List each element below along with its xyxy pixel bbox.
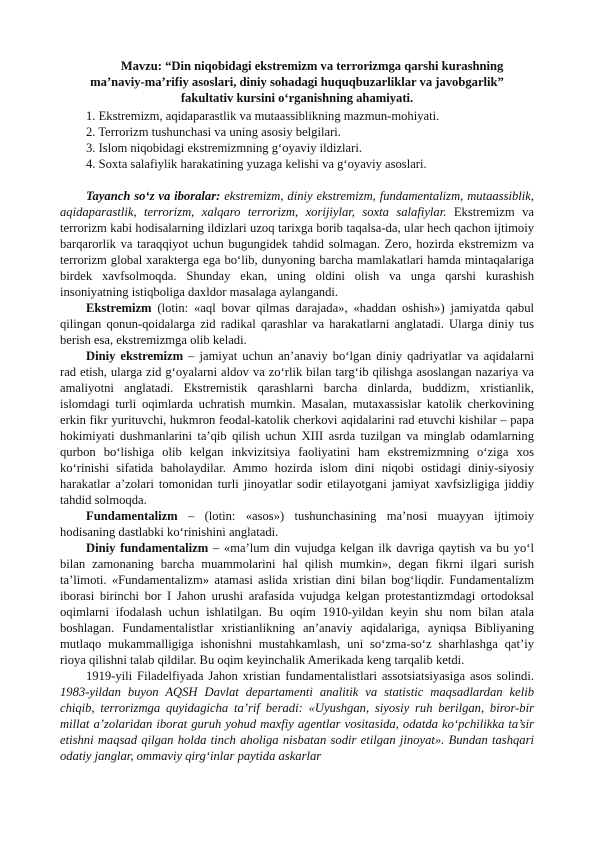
title-line-3: fakultativ kursini o‘rganishning ahamiyati. xyxy=(180,91,414,105)
document-title xyxy=(60,58,534,106)
fundamentalism-text: – (lotin: «asos») tushunchasining ma’nosi muayyan ijtimoiy hodisaning dastlabki ko‘rinishini anglatadi. xyxy=(60,509,534,539)
terrorism-definition-text: 1983-yildan buyon AQSH Davlat departamenti analitik va statistic maqsadlardan kelib chiqib, terrorizmga quyidagicha ta’rif beradi: «Uyushgan, siyosiy ruh berilgan, biror-bir millat a’zolaridan iborat guruh yohud maxfiy agentlar vositasida, odatda ko‘pchilikka ta’sir etishni maqsad qilgan holda tinch aholiga nisbatan sodir etilgan jinoyat». Bundan tashqari odatiy janglar, ommaviy qirg‘inlar paytida askarlar xyxy=(60,685,534,763)
philadelphia-paragraph xyxy=(60,668,534,764)
religious-fundamentalism-text: – «ma’lum din vujudga kelgan ilk davriga qaytish va bu yo‘l bilan zamonaning barcha muammolarini hal qilish mumkin», degan fikrni ilgari surish ta’limoti. «Fundamentalizm» atamasi aslida xristian dini bilan bog‘liqdir. Fundamentalizm iborasi birinchi bor I Jahon urushi arafasida vujudga kelgan protestantizmdagi ortodoksal oqimlarni ifodalash uchun ishlatilgan. Bu oqim 1910-yildan keyin shu nom bilan atala boshlagan. Fundamentalistlar xristianlikning an’anaviy aqidalariga, ayniqsa Bibliyaning mutlaqo mukammalligiga ishonishni mustahkamlash, uni so‘zma-so‘z sharhlashga qat’iy rioya qilishni talab qildilar. Bu oqim keyinchalik Amerikada keng tarqalib ketdi. xyxy=(60,541,535,667)
extremism-term: Ekstremizm xyxy=(86,301,152,315)
question-item: 3. Islom niqobidagi ekstremizmning g‘oyaviy ildizlari. xyxy=(86,141,362,155)
question-list xyxy=(60,108,534,172)
question-item: 2. Terrorizm tushunchasi va uning asosiy belgilari. xyxy=(86,125,341,139)
philadelphia-text: 1919-yili Filadelfiyada Jahon xristian fundamentalistlari assotsiatsiyasiga asos solindi. xyxy=(86,669,534,683)
title-line-2: ma’naviy-ma’rifiy asoslari, diniy sohadagi huquqbuzarliklar va javobgarlik” xyxy=(90,75,504,89)
fundamentalism-term: Fundamentalizm xyxy=(86,509,178,523)
question-item: 4. Soxta salafiylik harakatining yuzaga kelishi va g‘oyaviy asoslari. xyxy=(86,157,427,171)
religious-extremism-term: Diniy ekstremizm xyxy=(86,349,184,363)
extremism-text: (lotin: «aql bovar qilmas darajada», «haddan oshish») jamiyatda qabul qilingan qonun-qoidalarga zid radikal qarashlar va harakatlarni anglatadi. Ularga diniy tus berish esa, ekstremizmga olib keladi. xyxy=(60,301,534,347)
blank-line xyxy=(60,172,534,188)
title-line-1: Mavzu: “Din niqobidagi ekstremizm va terrorizmga qarshi kurashning xyxy=(120,59,504,73)
fundamentalism-paragraph xyxy=(60,508,534,540)
religious-extremism-text: – jamiyat uchun an’anaviy bo‘lgan diniy qadriyatlar va aqidalarni rad etish, ularga zid g‘oyalarni aldov va zo‘rlik bilan targ‘ib qilishga asoslangan nazariya va amaliyotni anglatadi. Ekstremistik qarashlarni barcha dinlarda, buddizm, xristianlik, islomdagi turli oqimlarda uchratish mumkin. Masalan, mutaxassislar katolik cherkovining erkin fikr yurituvchi, hukmron feodal-katolik cherkovi aqidalarini rad etuvchi kishilar – papa hokimiyati dushmanlarini ta’qib qilish uchun XIII asrda tuzilgan va minglab odamlarning qurbon bo‘lishiga olib kelgan inkvizitsiya faoliyatini ham ekstremizmning o‘ziga xos ko‘rinishi sifatida baholaydilar. Ammo hozirda islom dini niqobi ostidagi diniy-siyosiy harakatlar a’zolari tomonidan turli jinoyatlar sodir etilayotgani jamiyat xavfsizligiga jiddiy tahdid solmoqda. xyxy=(60,349,534,507)
keywords-label: Tayanch so‘z va iboralar: xyxy=(86,189,221,203)
keywords-paragraph xyxy=(60,188,534,300)
question-item: 1. Ekstremizm, aqidaparastlik va mutaassiblikning mazmun-mohiyati. xyxy=(86,109,440,123)
intro-text: Ekstremizm va terrorizm kabi hodisalarning ildizlari uzoq tarixga borib taqalsa-da, ular hech qachon ijtimoiy barqarorlik va taraqqiyot uchun bugungidek tahdid solmagan. Zero, hozirda ekstremizm va terrorizm global xarakterga ega bo‘lib, dunyoning barcha mamlakatlari hamda mintaqalariga birdek xavfsolmoqda. Shunday ekan, uning oldini olish va unga qarshi kurashish insoniyatning istiqboliga daxldor masalaga aylangandi. xyxy=(60,205,534,299)
religious-extremism-paragraph xyxy=(60,348,534,508)
keywords-text: ekstremizm, diniy ekstremizm, fundamentalizm, mutaassiblik, aqidaparastlik, terrorizm, xalqaro terrorizm, xorijiylar, soxta salafiylar. xyxy=(60,189,535,219)
religious-fundamentalism-paragraph xyxy=(60,540,534,668)
extremism-paragraph xyxy=(60,300,534,348)
religious-fundamentalism-term: Diniy fundamentalizm xyxy=(86,541,209,555)
